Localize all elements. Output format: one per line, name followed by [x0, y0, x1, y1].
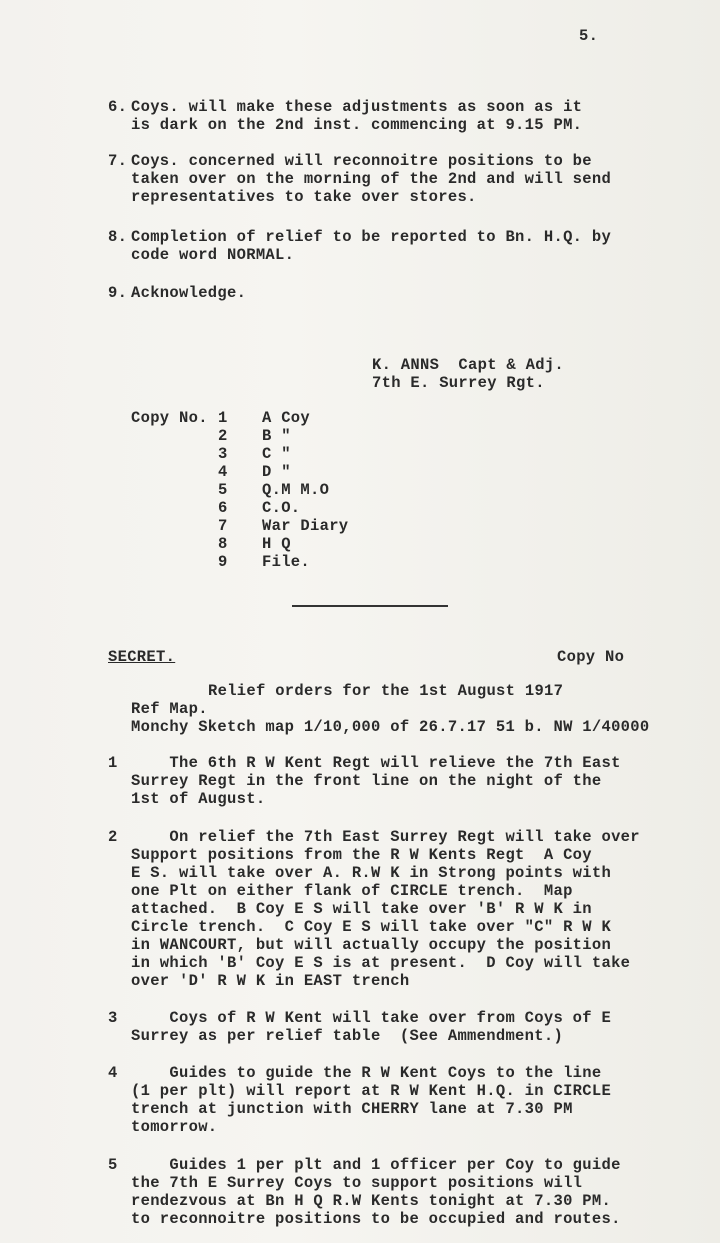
item-number: 6. — [108, 98, 128, 116]
item-paragraph — [131, 1064, 611, 1136]
copy-number: 3 — [218, 445, 228, 463]
paragraph-line: over 'D' R W K in EAST trench — [131, 972, 410, 990]
paragraph-line: (1 per plt) will report at R W Kent H.Q. in CIRCLE — [131, 1082, 612, 1100]
secret-heading: SECRET. — [108, 648, 176, 666]
paragraph-line: representatives to take over stores. — [131, 188, 477, 206]
copy-number: 8 — [218, 535, 228, 553]
signature-line-2: 7th E. Surrey Rgt. — [372, 374, 545, 392]
paragraph-line: tomorrow. — [131, 1118, 218, 1136]
paragraph-line: Coys. will make these adjustments as soon as it — [131, 98, 583, 116]
paragraph-line: 1st of August. — [131, 790, 266, 808]
copy-recipient: B " — [262, 427, 291, 445]
paragraph-line: Support positions from the R W Kents Regt A Coy — [131, 846, 592, 864]
paragraph-line: taken over on the morning of the 2nd and will send — [131, 170, 612, 188]
map-reference: Monchy Sketch map 1/10,000 of 26.7.17 51 b. NW 1/40000 — [131, 718, 650, 736]
copy-number: 5 — [218, 481, 228, 499]
copy-number: 1 — [218, 409, 228, 427]
item-paragraph — [131, 228, 611, 264]
copy-recipient: A Coy — [262, 409, 311, 427]
paragraph-line: Surrey Regt in the front line on the night of the — [131, 772, 602, 790]
paragraph-line: attached. B Coy E S will take over 'B' R W K in — [131, 900, 592, 918]
paragraph-line: Surrey as per relief table (See Ammendment.) — [131, 1027, 564, 1045]
paragraph-line: in WANCOURT, but will actually occupy the position — [131, 936, 612, 954]
paragraph-line: E S. will take over A. R.W K in Strong points with — [131, 864, 612, 882]
item-number: 3 — [108, 1009, 118, 1027]
copy-number: 4 — [218, 463, 228, 481]
item-paragraph — [131, 754, 621, 808]
copy-recipient: Q.M M.O — [262, 481, 330, 499]
paragraph-line: Circle trench. C Coy E S will take over "C" R W K — [131, 918, 612, 936]
item-paragraph — [131, 1156, 621, 1228]
copy-no-label: Copy No. — [131, 409, 208, 427]
paragraph-line: Guides to guide the R W Kent Coys to the line — [131, 1064, 602, 1082]
copy-recipient: D " — [262, 463, 291, 481]
copy-number: 9 — [218, 553, 228, 571]
paragraph-line: to reconnoitre positions to be occupied and routes. — [131, 1210, 621, 1228]
copy-recipient: C " — [262, 445, 291, 463]
paragraph-line: code word NORMAL. — [131, 246, 295, 264]
item-number: 7. — [108, 152, 128, 170]
copy-recipient: H Q — [262, 535, 291, 553]
item-number: 9. — [108, 284, 128, 302]
paragraph-line: The 6th R W Kent Regt will relieve the 7th East — [131, 754, 621, 772]
section-divider — [292, 605, 448, 607]
item-paragraph — [131, 828, 640, 990]
copy-recipient: C.O. — [262, 499, 301, 517]
paragraph-line: Coys of R W Kent will take over from Coys of E — [131, 1009, 612, 1027]
item-number: 1 — [108, 754, 118, 772]
paragraph-line: Acknowledge. — [131, 284, 247, 302]
paragraph-line: Guides 1 per plt and 1 officer per Coy to guide — [131, 1156, 621, 1174]
item-number: 4 — [108, 1064, 118, 1082]
item-number: 2 — [108, 828, 118, 846]
paragraph-line: Coys. concerned will reconnoitre positions to be — [131, 152, 592, 170]
item-paragraph — [131, 152, 611, 206]
copy-no-heading: Copy No — [557, 648, 625, 666]
paragraph-line: one Plt on either flank of CIRCLE trench. Map — [131, 882, 573, 900]
item-paragraph — [131, 1009, 611, 1045]
item-number: 5 — [108, 1156, 118, 1174]
copy-recipient: War Diary — [262, 517, 349, 535]
paragraph-line: the 7th E Surrey Coys to support positions will — [131, 1174, 583, 1192]
item-number: 8. — [108, 228, 128, 246]
paragraph-line: is dark on the 2nd inst. commencing at 9.15 PM. — [131, 116, 583, 134]
page-number: 5. — [579, 27, 599, 45]
copy-recipient: File. — [262, 553, 311, 571]
item-paragraph — [131, 98, 582, 134]
orders-title: Relief orders for the 1st August 1917 — [208, 682, 564, 700]
item-paragraph — [131, 284, 246, 302]
signature-line-1: K. ANNS Capt & Adj. — [372, 356, 565, 374]
paragraph-line: in which 'B' Coy E S is at present. D Coy will take — [131, 954, 631, 972]
copy-number: 6 — [218, 499, 228, 517]
paragraph-line: On relief the 7th East Surrey Regt will take over — [131, 828, 640, 846]
paragraph-line: Completion of relief to be reported to Bn. H.Q. by — [131, 228, 612, 246]
ref-map-label: Ref Map. — [131, 700, 208, 718]
copy-number: 7 — [218, 517, 228, 535]
paragraph-line: trench at junction with CHERRY lane at 7.30 PM — [131, 1100, 573, 1118]
copy-number: 2 — [218, 427, 228, 445]
paragraph-line: rendezvous at Bn H Q R.W Kents tonight at 7.30 PM. — [131, 1192, 612, 1210]
